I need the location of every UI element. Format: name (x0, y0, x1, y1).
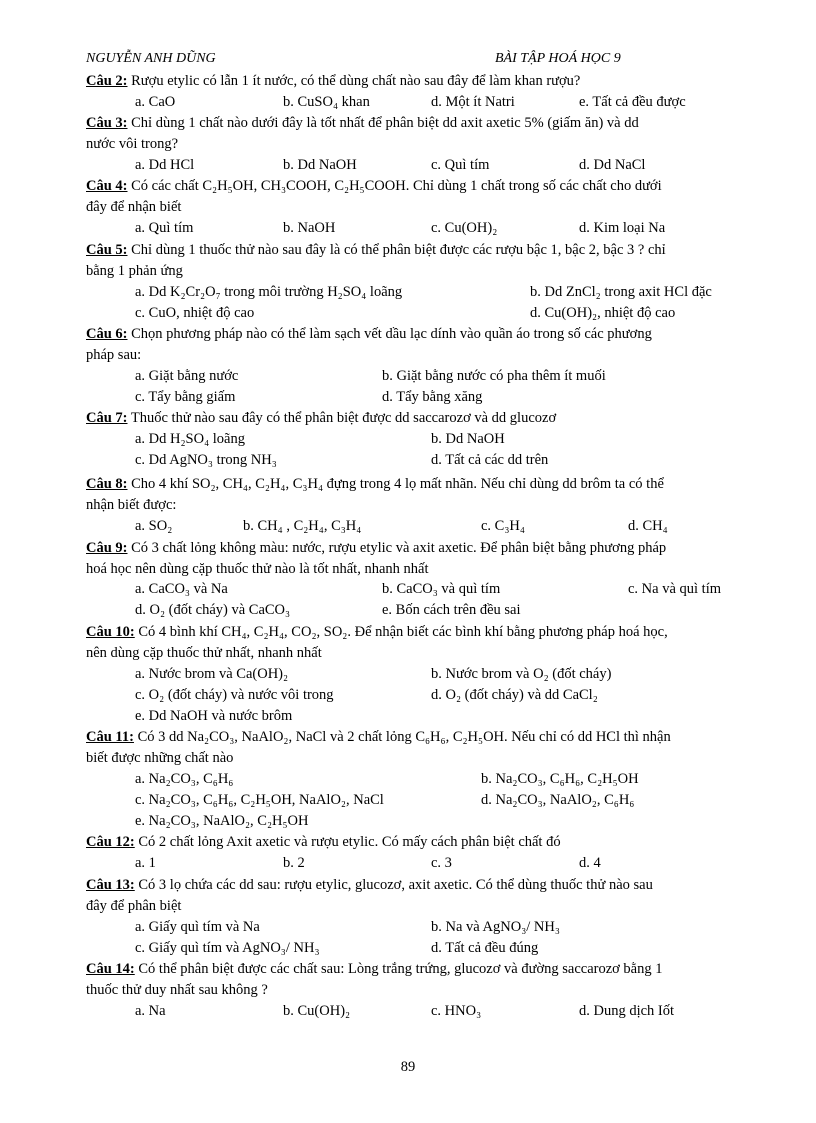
question-label: Câu 6: (86, 326, 128, 342)
question-text-cont: nên dùng cặp thuốc thử nhất, nhanh nhất (86, 645, 322, 661)
question-6 (86, 324, 766, 345)
question-4 (86, 176, 766, 197)
question-5 (86, 240, 766, 261)
question-label: Câu 7: (86, 410, 128, 426)
option: c. Giấy quì tím và AgNO₃/ NH₃ (135, 940, 320, 956)
question-14 (86, 959, 766, 980)
question-text: Cho 4 khí SO₂, CH₄, C₂H₄, C₃H₄ đựng trong 4 lọ mất nhãn. Nếu chỉ dùng dd brôm ta có thể (131, 476, 664, 492)
option: a. Na₂CO₃, C₆H₆ (135, 771, 234, 787)
question-text: Có 3 chất lỏng không màu: nước, rượu etylic và axit axetic. Để phân biệt bằng phương pháp (131, 540, 667, 556)
question-11 (86, 727, 766, 748)
option: b. Na₂CO₃, C₆H₆, C₂H₅OH (481, 771, 639, 787)
question-12 (86, 832, 766, 853)
option: e. Tất cả đều được (579, 94, 686, 110)
question-label: Câu 11: (86, 729, 134, 745)
question-text-cont: pháp sau: (86, 347, 142, 363)
option: d. Cu(OH)₂, nhiệt độ cao (530, 305, 676, 321)
option: a. Dd H₂SO₄ loãng (135, 431, 245, 447)
option: a. Dd HCl (135, 157, 195, 173)
question-label: Câu 4: (86, 178, 128, 194)
option: a. Nước brom và Ca(OH)₂ (135, 666, 289, 682)
option: b. CaCO₃ và quì tím (382, 581, 501, 597)
option: a. Na (135, 1003, 166, 1019)
option: d. Một ít Natri (431, 94, 515, 110)
question-8 (86, 474, 766, 495)
option: a. Giấy quì tím và Na (135, 919, 260, 935)
option: a. 1 (135, 855, 156, 871)
option: a. Dd K₂Cr₂O₇ trong môi trường H₂SO₄ loãng (135, 284, 403, 300)
question-text-cont: thuốc thử duy nhất sau không ? (86, 982, 268, 998)
question-label: Câu 13: (86, 877, 135, 893)
question-text: Có thể phân biệt được các chất sau: Lòng trắng trứng, glucozơ và đường saccarozơ bằng 1 (138, 961, 663, 977)
option: b. Dd ZnCl₂ trong axit HCl đặc (530, 284, 712, 300)
question-text-cont: nước vôi trong? (86, 136, 179, 152)
option: e. Na₂CO₃, NaAlO₂, C₂H₅OH (135, 813, 309, 829)
option: b. Dd NaOH (283, 157, 357, 173)
question-label: Câu 2: (86, 73, 128, 89)
question-text-cont: bằng 1 phản ứng (86, 263, 183, 279)
option: a. CaO (135, 94, 176, 110)
option: d. Dung dịch Iốt (579, 1003, 675, 1019)
option: d. Kim loại Na (579, 220, 666, 236)
option: c. O₂ (đốt cháy) và nước vôi trong (135, 687, 334, 703)
option: c. Na và quì tím (628, 581, 722, 597)
question-text: Có các chất C₂H₅OH, CH₃COOH, C₂H₅COOH. Chỉ dùng 1 chất trong số các chất cho dưới (131, 178, 662, 194)
option: d. Tất cả các dd trên (431, 452, 549, 468)
option: c. 3 (431, 855, 452, 871)
option: d. 4 (579, 855, 601, 871)
question-text-cont: nhận biết được: (86, 497, 177, 513)
option: d. Na₂CO₃, NaAlO₂, C₆H₆ (481, 792, 635, 808)
question-text: Thuốc thử nào sau đây có thể phân biệt được dd saccarozơ và dd glucozơ (130, 410, 557, 426)
option: b. Na và AgNO₃/ NH₃ (431, 919, 560, 935)
question-text: Có 3 dd Na₂CO₃, NaAlO₂, NaCl và 2 chất lỏng C₆H₆, C₂H₅OH. Nếu chỉ có dd HCl thì nhận (137, 729, 671, 745)
option: c. Na₂CO₃, C₆H₆, C₂H₅OH, NaAlO₂, NaCl (135, 792, 384, 808)
question-13 (86, 875, 766, 896)
option: a. CaCO₃ và Na (135, 581, 228, 597)
question-label: Câu 5: (86, 242, 128, 258)
question-label: Câu 12: (86, 834, 135, 850)
header-title: BÀI TẬP HOÁ HỌC 9 (495, 51, 621, 66)
page-number: 89 (400, 1059, 416, 1075)
option: c. Quì tím (431, 157, 490, 173)
option: b. 2 (283, 855, 305, 871)
option: d. O₂ (đốt cháy) và CaCO₃ (135, 602, 291, 618)
option: c. Cu(OH)₂ (431, 220, 498, 236)
header-author: NGUYỄN ANH DŨNG (86, 51, 216, 66)
option: c. Dd AgNO₃ trong NH₃ (135, 452, 277, 468)
option: c. CuO, nhiệt độ cao (135, 305, 255, 321)
question-text-cont: đây để nhận biết (86, 199, 182, 215)
option: d. Dd NaCl (579, 157, 646, 173)
question-label: Câu 8: (86, 476, 128, 492)
question-label: Câu 3: (86, 115, 128, 131)
option: e. Bốn cách trên đều sai (382, 602, 521, 618)
option: d. Tất cả đều đúng (431, 940, 539, 956)
question-text: Chọn phương pháp nào có thể làm sạch vết dầu lạc dính vào quần áo trong số các phương (131, 326, 652, 342)
option: b. NaOH (283, 220, 336, 236)
option: b. Nước brom và O₂ (đốt cháy) (431, 666, 612, 682)
option: c. Tẩy bằng giấm (135, 389, 236, 405)
question-text-cont: đây để phân biệt (86, 898, 182, 914)
question-text-cont: hoá học nên dùng cặp thuốc thử nào là tốt nhất, nhanh nhất (86, 561, 429, 577)
option: b. Dd NaOH (431, 431, 505, 447)
question-label: Câu 9: (86, 540, 128, 556)
option: d. Tẩy bằng xăng (382, 389, 483, 405)
option: b. Cu(OH)₂ (283, 1003, 351, 1019)
question-text: Có 4 bình khí CH₄, C₂H₄, CO₂, SO₂. Để nhận biết các bình khí bằng phương pháp hoá học, (138, 624, 668, 640)
question-text: Chỉ dùng 1 thuốc thử nào sau đây là có thể phân biệt được các rượu bậc 1, bậc 2, bậc 3 ? chỉ (131, 242, 666, 258)
question-text: Có 3 lọ chứa các dd sau: rượu etylic, glucozơ, axit axetic. Có thể dùng thuốc thử nào sau (138, 877, 653, 893)
question-text-cont: biết được những chất nào (86, 750, 234, 766)
option: b. Giặt bằng nước có pha thêm ít muối (382, 368, 606, 384)
question-3 (86, 113, 766, 134)
question-10 (86, 622, 766, 643)
option: e. Dd NaOH và nước brôm (135, 708, 293, 724)
option: b. CH₄ , C₂H₄, C₃H₄ (243, 518, 362, 534)
option: a. Quì tím (135, 220, 194, 236)
question-9 (86, 538, 766, 559)
question-text: Có 2 chất lỏng Axit axetic và rượu etylic. Có mấy cách phân biệt chất đó (138, 834, 561, 850)
option: c. C₃H₄ (481, 518, 525, 534)
question-text: Chỉ dùng 1 chất nào dưới đây là tốt nhất để phân biệt dd axit axetic 5% (giấm ăn) và dd (131, 115, 639, 131)
question-7 (86, 408, 766, 429)
page-header (86, 51, 766, 71)
question-text: Rượu etylic có lẫn 1 ít nước, có thể dùng chất nào sau đây để làm khan rượu? (131, 73, 581, 89)
option: a. SO₂ (135, 518, 173, 534)
option: b. CuSO₄ khan (283, 94, 370, 110)
option: a. Giặt bằng nước (135, 368, 239, 384)
question-label: Câu 10: (86, 624, 135, 640)
option: d. CH₄ (628, 518, 668, 534)
question-2 (86, 71, 766, 92)
option: d. O₂ (đốt cháy) và dd CaCl₂ (431, 687, 598, 703)
question-label: Câu 14: (86, 961, 135, 977)
option: c. HNO₃ (431, 1003, 482, 1019)
